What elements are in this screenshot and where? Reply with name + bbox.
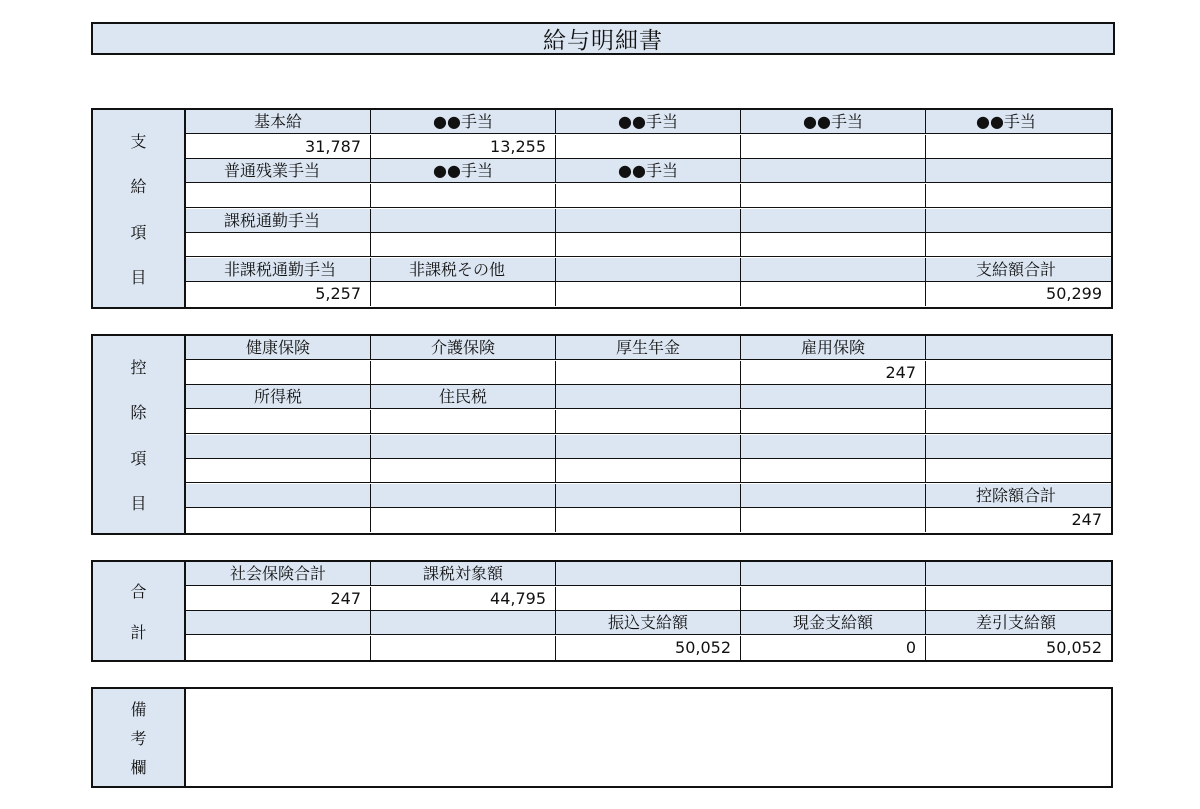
item-amount[interactable] [186,184,371,208]
item-amount[interactable] [741,508,926,532]
side-char: 項 [130,448,147,468]
item-label: 課税対象額 [371,562,556,586]
item-amount[interactable] [926,410,1111,434]
item-label [926,336,1111,360]
item-amount[interactable] [926,361,1111,385]
document-title: 給与明細書 [91,22,1115,55]
item-amount[interactable]: 247 [741,361,926,385]
item-amount[interactable] [556,184,741,208]
total-side-label [93,562,186,660]
item-label: 課税通勤手当 [186,209,371,233]
item-amount[interactable] [556,135,741,159]
payment-grid [186,110,1111,307]
item-amount[interactable] [741,587,926,611]
payment-section [91,108,1113,309]
item-label: 支給額合計 [926,258,1111,282]
item-label [186,484,371,508]
item-amount[interactable] [186,361,371,385]
item-label [926,562,1111,586]
item-label: 非課税その他 [371,258,556,282]
item-amount[interactable]: 0 [741,636,926,660]
item-label [741,385,926,409]
item-amount[interactable] [556,587,741,611]
item-label: ●●手当 [371,159,556,183]
item-label [741,484,926,508]
item-label: 非課税通勤手当 [186,258,371,282]
item-amount[interactable]: 247 [186,587,371,611]
item-amount[interactable] [741,233,926,257]
item-amount[interactable]: 31,787 [186,135,371,159]
item-label: ●●手当 [926,110,1111,134]
side-char: 計 [130,623,147,642]
side-char: 考 [130,729,147,748]
deduction-side-label [93,336,186,533]
item-label [186,611,371,635]
item-amount[interactable] [186,410,371,434]
item-amount[interactable] [926,459,1111,483]
total-section [91,560,1113,662]
item-amount[interactable] [556,410,741,434]
item-amount[interactable] [371,410,556,434]
item-label: 控除額合計 [926,484,1111,508]
item-label [371,435,556,459]
item-label [926,159,1111,183]
item-amount[interactable] [371,636,556,660]
item-label [186,435,371,459]
item-label [741,209,926,233]
item-label [741,562,926,586]
side-char: 控 [130,358,147,378]
item-label [926,385,1111,409]
item-label [741,258,926,282]
side-char: 目 [130,493,147,513]
item-label [556,435,741,459]
item-label: 住民税 [371,385,556,409]
item-label: 社会保険合計 [186,562,371,586]
item-amount[interactable] [371,233,556,257]
item-amount[interactable] [741,410,926,434]
item-label: ●●手当 [556,159,741,183]
item-amount[interactable] [556,459,741,483]
item-label: 現金支給額 [741,611,926,635]
item-label [556,258,741,282]
item-amount[interactable] [371,459,556,483]
item-label [926,209,1111,233]
item-amount[interactable]: 50,052 [556,636,741,660]
item-amount[interactable] [926,184,1111,208]
item-label: 雇用保険 [741,336,926,360]
item-amount[interactable]: 5,257 [186,282,371,306]
item-amount[interactable] [741,135,926,159]
item-amount[interactable]: 13,255 [371,135,556,159]
deduction-section [91,334,1113,535]
item-label: ●●手当 [556,110,741,134]
item-amount[interactable] [556,361,741,385]
item-amount[interactable] [371,282,556,306]
item-label [556,385,741,409]
total-grid [186,562,1111,660]
item-label [741,435,926,459]
side-char: 備 [130,700,147,719]
remarks-section [91,687,1113,788]
side-char: 欄 [130,758,147,777]
item-label: 厚生年金 [556,336,741,360]
item-label: 基本給 [186,110,371,134]
item-amount[interactable]: 50,299 [926,282,1111,306]
item-amount[interactable] [186,459,371,483]
item-amount[interactable] [926,135,1111,159]
item-amount[interactable] [186,233,371,257]
item-label [556,209,741,233]
item-amount[interactable]: 247 [926,508,1111,532]
item-label [371,611,556,635]
item-amount[interactable]: 50,052 [926,636,1111,660]
item-amount[interactable] [371,184,556,208]
item-label: 所得税 [186,385,371,409]
item-label [556,562,741,586]
side-char: 合 [130,582,147,601]
side-char: 項 [130,222,147,242]
deduction-grid [186,336,1111,533]
item-label [741,159,926,183]
item-label: 差引支給額 [926,611,1111,635]
payment-side-label [93,110,186,307]
item-label: 振込支給額 [556,611,741,635]
remarks-side-label [93,689,186,786]
item-label [926,435,1111,459]
item-label: ●●手当 [371,110,556,134]
item-label: ●●手当 [741,110,926,134]
item-amount[interactable]: 44,795 [371,587,556,611]
item-amount[interactable] [556,233,741,257]
side-char: 目 [130,267,147,287]
item-amount[interactable] [371,508,556,532]
item-amount[interactable] [741,282,926,306]
item-label: 普通残業手当 [186,159,371,183]
item-amount[interactable] [186,636,371,660]
item-amount[interactable] [741,184,926,208]
item-amount[interactable] [926,587,1111,611]
remarks-field[interactable] [186,689,1111,786]
item-amount[interactable] [186,508,371,532]
side-char: 除 [130,403,147,423]
item-label [371,209,556,233]
side-char: 支 [130,132,147,152]
item-amount[interactable] [926,233,1111,257]
item-amount[interactable] [741,459,926,483]
item-amount[interactable] [371,361,556,385]
item-label: 介護保険 [371,336,556,360]
item-label [556,484,741,508]
side-char: 給 [130,177,147,197]
item-label [371,484,556,508]
item-amount[interactable] [556,508,741,532]
item-label: 健康保険 [186,336,371,360]
item-amount[interactable] [556,282,741,306]
